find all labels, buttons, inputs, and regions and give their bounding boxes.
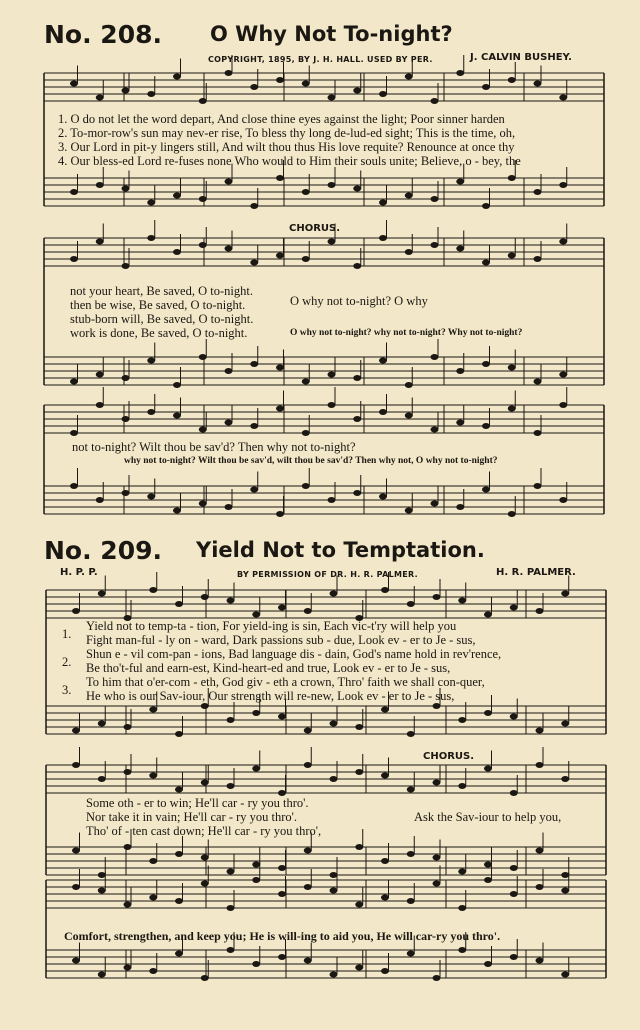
hymn208-sys3-bass-note	[534, 483, 542, 489]
hymn208-sys2-bass-note	[147, 358, 155, 364]
hymn209-sys1-bass-note	[201, 703, 209, 709]
hymn209-sys2-treble-note	[72, 762, 80, 768]
hymn208-sys1-bass-note	[379, 200, 387, 206]
hymn209-sys2-bass-note	[561, 872, 569, 878]
hymn208-sys2-treble-note	[534, 256, 542, 262]
hymn209-sys2-treble-note	[98, 776, 106, 782]
hymn208-sys3-bass-note	[379, 494, 387, 500]
hymn208-sys1-treble-note	[405, 74, 413, 80]
hymn208-sys3-treble-note	[534, 430, 542, 436]
hymn208-sys1-treble-note	[379, 91, 387, 97]
hymn208-sys3-bass-note	[456, 504, 464, 510]
hymn208-sys3-treble-note	[96, 402, 104, 408]
hymn208-sys1-treble-note	[225, 70, 233, 76]
hymn209-sys1-treble-note	[98, 591, 106, 597]
hymn209-sys3-bass-note	[355, 965, 363, 971]
hymn208-sys2-bass-note	[431, 354, 439, 360]
hymn208-sys1-bass-note	[225, 179, 233, 185]
hymn208-sys1-bass-note	[122, 186, 130, 192]
hymn208-sys3-bass-note	[431, 501, 439, 507]
hymn208-sys1-bass-note	[173, 193, 181, 199]
hymn208-sys3-bass-note	[70, 483, 78, 489]
hymn209-sys2-bass-note	[175, 851, 183, 857]
hymn208-sys1-bass-note	[250, 203, 258, 209]
hymn209-sys1-treble-note	[72, 608, 80, 614]
hymn208-sys2-treble-note	[96, 239, 104, 245]
hymn209-sys3-treble-note	[433, 881, 441, 887]
hymn209-sys2-treble-note	[201, 780, 209, 786]
hymn208-sys3-bass-note	[250, 487, 258, 493]
hymn-208-verse-end-4: work is done, Be saved, O to-night.	[70, 326, 248, 340]
hymn209-sys1-bass-note	[561, 721, 569, 727]
hymn208-sys1-bass-note	[456, 179, 464, 185]
hymn208-sys3-treble-note	[431, 427, 439, 433]
hymn209-sys3-treble-note	[72, 884, 80, 890]
hymn208-sys3-treble-note	[122, 416, 130, 422]
hymn209-sys1-bass-note	[510, 714, 518, 720]
hymn-208-chorus-line-1: O why not to-night? O why	[290, 294, 428, 308]
hymn209-sys3-treble-note	[175, 898, 183, 904]
hymn209-sys3-bass-note	[381, 968, 389, 974]
hymn208-sys3-treble-note	[70, 430, 78, 436]
hymn209-sys3-treble-note	[536, 884, 544, 890]
hymn208-sys1-bass-note	[431, 196, 439, 202]
hymn208-sys3-treble-note	[302, 430, 310, 436]
hymn209-sys2-bass-note	[484, 862, 492, 868]
hymn209-sys2-bass-note	[433, 855, 441, 861]
hymn209-sys2-bass-note	[536, 848, 544, 854]
hymn209-sys2-treble-note	[433, 780, 441, 786]
hymn209-sys3-bass-note	[561, 972, 569, 978]
hymn209-sys2-bass-note	[407, 851, 415, 857]
hymn208-sys1-bass-note	[482, 203, 490, 209]
hymn208-sys1-treble-note	[559, 95, 567, 101]
hymn209-sys3-bass-note	[98, 972, 106, 978]
hymn209-sys3-treble-note	[252, 877, 260, 883]
hymn208-sys2-bass-note	[199, 354, 207, 360]
hymn-209-permission: BY PERMISSION OF DR. H. R. PALMER.	[237, 570, 418, 579]
hymn208-sys2-bass-note	[70, 379, 78, 385]
hymn208-sys3-treble-note	[147, 409, 155, 415]
hymn208-sys2-bass-note	[302, 379, 310, 385]
hymn209-sys1-treble-note	[407, 601, 415, 607]
hymn208-sys1-treble-note	[276, 77, 284, 83]
hymn209-sys2-treble-note	[227, 783, 235, 789]
hymn208-sys3-treble-note	[250, 423, 258, 429]
hymn-209-verse-number-3: 3.	[62, 683, 72, 697]
hymn208-sys2-treble-note	[147, 235, 155, 241]
hymn209-sys3-treble-note	[149, 895, 157, 901]
hymn209-sys1-treble-note	[278, 605, 286, 611]
hymn208-sys1-treble-note	[70, 81, 78, 87]
hymn208-sys2-bass-note	[122, 375, 130, 381]
hymn209-sys3-treble-note	[98, 888, 106, 894]
hymn208-sys1-treble-note	[173, 74, 181, 80]
hymn209-sys1-treble-note	[561, 591, 569, 597]
hymn209-sys2-treble-note	[124, 769, 132, 775]
hymn-208-chorus-line-2-echo: why not to-night? Wilt thou be sav'd, wilt thou be sav'd? Then why not, O why not to-night?	[124, 456, 498, 466]
hymn209-sys3-treble-note	[227, 905, 235, 911]
hymn-209-verse-end-3: Tho' of - ten cast down; He'll car - ry you thro',	[86, 824, 322, 838]
hymn208-sys1-treble-note	[508, 77, 516, 83]
hymn-209-chorus-start: Ask the Sav-iour to help you,	[414, 810, 562, 824]
hymn-208-composer: J. CALVIN BUSHEY.	[470, 52, 572, 63]
hymn208-sys3-treble-note	[225, 420, 233, 426]
hymn208-sys2-bass-note	[456, 368, 464, 374]
hymn-209-verse-2a: Shun e - vil com-pan - ions, Bad language dis - dain, God's name hold in rev'rence,	[86, 647, 502, 661]
hymn208-sys2-treble-note	[122, 263, 130, 269]
hymn208-sys1-treble-note	[147, 91, 155, 97]
hymn209-sys3-treble-note	[124, 902, 132, 908]
hymn208-sys2-treble-note	[431, 242, 439, 248]
hymn209-sys2-bass-note	[278, 865, 286, 871]
hymn-208-verse-1: 1. O do not let the word depart, And close thine eyes against the light; Poor sinner harden	[58, 112, 505, 126]
hymn208-sys1-treble-note	[353, 88, 361, 94]
hymn209-sys1-bass-note	[227, 717, 235, 723]
hymn208-sys1-bass-note	[353, 186, 361, 192]
hymn208-sys2-bass-note	[559, 372, 567, 378]
hymn209-sys1-treble-note	[175, 601, 183, 607]
hymn209-sys3-bass-note	[149, 968, 157, 974]
hymn209-sys2-bass-note	[330, 872, 338, 878]
hymn209-sys2-bass-note	[355, 844, 363, 850]
hymn208-sys1-treble-note	[328, 95, 336, 101]
hymn208-sys2-bass-note	[96, 372, 104, 378]
hymn209-sys1-bass-note	[484, 710, 492, 716]
hymn208-sys2-bass-note	[534, 379, 542, 385]
hymn-209-verse-3a: To him that o'er-com - eth, God giv - eth a crown, Thro' faith we shall con-quer,	[86, 675, 485, 689]
hymn208-sys1-treble-note	[302, 81, 310, 87]
hymn209-sys1-treble-note	[458, 598, 466, 604]
hymn-209-verse-2b: Be tho't-ful and earn-est, Kind-heart-ed and true, Look ev - er to Je - sus,	[86, 661, 451, 675]
hymn209-sys2-bass-note	[124, 844, 132, 850]
hymn209-sys3-treble-note	[407, 898, 415, 904]
hymn209-sys2-treble-note	[175, 787, 183, 793]
hymn209-sys2-bass-note	[510, 865, 518, 871]
hymn208-sys2-treble-note	[199, 242, 207, 248]
hymn209-sys1-treble-note	[149, 587, 157, 593]
hymn208-sys3-bass-note	[96, 497, 104, 503]
hymn-209-verse-1a: Yield not to temp-ta - tion, For yield-ing is sin, Each vic-t'ry will help you	[86, 619, 457, 633]
hymn208-sys1-treble-note	[456, 70, 464, 76]
hymn-208-chorus-line-2: not to-night? Wilt thou be sav'd? Then why not to-night?	[72, 440, 356, 454]
hymn209-sys1-treble-note	[536, 608, 544, 614]
hymn208-sys1-bass-note	[199, 196, 207, 202]
hymn-209-verse-number-2: 2.	[62, 655, 72, 669]
hymn209-sys1-bass-note	[304, 728, 312, 734]
hymn208-sys2-treble-note	[456, 246, 464, 252]
hymn209-sys1-bass-note	[72, 728, 80, 734]
hymn209-sys2-treble-note	[355, 769, 363, 775]
hymn208-sys2-treble-note	[302, 256, 310, 262]
hymn209-sys3-treble-note	[458, 905, 466, 911]
hymn208-sys3-treble-note	[508, 406, 516, 412]
hymn209-sys2-treble-note	[381, 773, 389, 779]
hymn209-sys2-treble-note	[561, 776, 569, 782]
hymn209-sys3-bass-note	[278, 954, 286, 960]
hymn-208-verse-3: 3. Our Lord in pit-y lingers still, And wilt thou thus His love requite? Renounce at once thy	[58, 140, 515, 154]
hymn208-sys2-bass-note	[250, 361, 258, 367]
hymn209-sys1-treble-note	[304, 608, 312, 614]
hymn208-sys2-bass-note	[328, 372, 336, 378]
hymn209-sys2-treble-note	[252, 766, 260, 772]
hymn208-sys2-bass-note	[276, 365, 284, 371]
hymn209-sys2-bass-note	[252, 862, 260, 868]
hymn208-sys2-treble-note	[405, 249, 413, 255]
hymn209-sys3-treble-note	[304, 884, 312, 890]
hymn208-sys1-treble-note	[96, 95, 104, 101]
hymn209-sys3-bass-note	[175, 951, 183, 957]
hymn208-sys1-bass-note	[302, 189, 310, 195]
hymn209-sys3-bass-note	[484, 961, 492, 967]
hymn-209-chorus-line: Comfort, strengthen, and keep you; He is will-ing to aid you, He will car-ry you thro'.	[64, 929, 501, 943]
hymn209-sys1-bass-note	[407, 731, 415, 737]
hymn208-sys2-treble-note	[559, 239, 567, 245]
hymn209-sys3-treble-note	[330, 888, 338, 894]
hymn209-sys3-treble-note	[561, 888, 569, 894]
hymn209-sys1-bass-note	[458, 717, 466, 723]
hymn208-sys1-treble-note	[534, 81, 542, 87]
hymn209-sys1-bass-note	[330, 721, 338, 727]
hymn209-sys3-treble-note	[510, 891, 518, 897]
hymn209-sys2-treble-note	[458, 783, 466, 789]
hymn208-sys2-treble-note	[276, 253, 284, 259]
hymn-208-verse-end-3: stub-born will, Be saved, O to-night.	[70, 312, 254, 326]
hymn209-sys1-bass-note	[252, 710, 260, 716]
hymn-209-verse-3b: He who is our Sav-iour, Our strength will re-new, Look ev - er to Je - sus,	[86, 689, 455, 703]
hymn-208-chorus-label: CHORUS.	[289, 223, 341, 234]
hymn-209-verse-1b: Fight man-ful - ly on - ward, Dark passions sub - due, Look ev - er to Je - sus,	[86, 633, 476, 647]
hymn209-sys3-treble-note	[381, 895, 389, 901]
hymn208-sys1-bass-note	[328, 182, 336, 188]
hymn208-sys1-bass-note	[147, 200, 155, 206]
hymn208-sys3-bass-note	[173, 508, 181, 514]
hymn209-sys3-bass-note	[304, 958, 312, 964]
hymn208-sys3-treble-note	[328, 402, 336, 408]
hymn208-sys2-bass-note	[405, 382, 413, 388]
hymn208-sys3-bass-note	[559, 497, 567, 503]
hymn208-sys3-treble-note	[405, 413, 413, 419]
hymn-209-number: No. 209.	[44, 536, 162, 565]
hymn209-sys2-treble-note	[407, 787, 415, 793]
hymn-209-arranger: H. P. P.	[60, 567, 98, 578]
hymn209-sys1-bass-note	[381, 707, 389, 713]
hymn-209-composer: H. R. PALMER.	[496, 567, 576, 578]
hymn-209-verse-number-1: 1.	[62, 627, 72, 641]
hymn209-sys1-bass-note	[175, 731, 183, 737]
hymn208-sys3-treble-note	[199, 427, 207, 433]
hymn209-sys3-bass-note	[433, 975, 441, 981]
hymn208-sys2-treble-note	[508, 253, 516, 259]
hymn209-sys2-bass-note	[98, 872, 106, 878]
hymn-209-verse-end-2: Nor take it in vain; He'll car - ry you thro'.	[86, 810, 298, 824]
hymn208-sys3-treble-note	[173, 413, 181, 419]
hymn208-sys1-treble-note	[199, 98, 207, 104]
hymn208-sys1-bass-note	[96, 182, 104, 188]
hymn208-sys3-bass-note	[225, 504, 233, 510]
hymn208-sys3-bass-note	[276, 511, 284, 517]
hymn208-sys3-bass-note	[328, 497, 336, 503]
hymn208-sys2-treble-note	[70, 256, 78, 262]
hymn208-sys3-bass-note	[508, 511, 516, 517]
hymn209-sys3-bass-note	[330, 972, 338, 978]
hymn209-sys1-treble-note	[510, 605, 518, 611]
hymn208-sys2-bass-note	[173, 382, 181, 388]
hymn209-sys2-bass-note	[304, 848, 312, 854]
hymn209-sys1-bass-note	[536, 728, 544, 734]
hymn209-sys2-bass-note	[201, 855, 209, 861]
hymn-208-chorus-line-1-echo: O why not to-night? why not to-night? Why not to-night?	[290, 328, 523, 338]
hymn-208-verse-end-1: not your heart, Be saved, O to-night.	[70, 284, 253, 298]
hymn209-sys2-bass-note	[72, 848, 80, 854]
hymn209-sys3-bass-note	[124, 965, 132, 971]
hymn208-sys1-treble-note	[482, 84, 490, 90]
hymn209-sys3-bass-note	[227, 947, 235, 953]
hymn208-sys1-bass-note	[508, 175, 516, 181]
hymn208-sys3-bass-note	[482, 487, 490, 493]
hymn208-sys2-treble-note	[353, 263, 361, 269]
hymn208-sys2-bass-note	[225, 368, 233, 374]
hymn208-sys3-treble-note	[379, 409, 387, 415]
hymn208-sys1-treble-note	[250, 84, 258, 90]
hymn209-sys1-treble-note	[484, 612, 492, 618]
hymn209-sys1-treble-note	[252, 612, 260, 618]
hymn209-sys3-treble-note	[201, 881, 209, 887]
hymn209-sys3-bass-note	[458, 947, 466, 953]
hymn-208-verse-2: 2. To-mor-row's sun may nev-er rise, To bless thy long de-lud-ed sight; This is the time, oh,	[58, 126, 516, 140]
hymn208-sys2-treble-note	[173, 249, 181, 255]
hymn208-sys3-bass-note	[199, 501, 207, 507]
hymn209-sys2-treble-note	[149, 773, 157, 779]
hymn209-sys2-bass-note	[381, 858, 389, 864]
hymn-208-verse-end-2: then be wise, Be saved, O to-night.	[70, 298, 246, 312]
hymn209-sys1-treble-note	[381, 587, 389, 593]
hymn209-sys3-bass-note	[536, 958, 544, 964]
hymn-208-title: O Why Not To-night?	[210, 22, 453, 46]
hymn208-sys1-bass-note	[534, 189, 542, 195]
hymn209-sys3-bass-note	[201, 975, 209, 981]
hymn208-sys3-treble-note	[353, 416, 361, 422]
hymn208-sys1-bass-note	[70, 189, 78, 195]
hymn208-sys1-bass-note	[405, 193, 413, 199]
hymn209-sys1-treble-note	[227, 598, 235, 604]
hymn208-sys2-treble-note	[250, 260, 258, 266]
hymn209-sys3-bass-note	[252, 961, 260, 967]
hymn209-sys1-treble-note	[201, 594, 209, 600]
hymn208-sys3-bass-note	[405, 508, 413, 514]
hymn208-sys3-treble-note	[456, 420, 464, 426]
hymn209-sys2-treble-note	[484, 766, 492, 772]
hymn209-sys2-bass-note	[458, 869, 466, 875]
hymn208-sys1-treble-note	[122, 88, 130, 94]
hymn209-sys2-treble-note	[510, 790, 518, 796]
hymn-208-copyright: COPYRIGHT, 1895, BY J. H. HALL. USED BY PER.	[208, 55, 433, 64]
hymn209-sys2-treble-note	[330, 776, 338, 782]
hymn209-sys2-treble-note	[536, 762, 544, 768]
hymn209-sys1-bass-note	[124, 724, 132, 730]
hymn208-sys2-treble-note	[225, 246, 233, 252]
hymn209-sys3-bass-note	[510, 954, 518, 960]
hymn208-sys1-treble-note	[431, 98, 439, 104]
hymn209-sys2-bass-note	[149, 858, 157, 864]
hymn209-sys3-bass-note	[72, 958, 80, 964]
hymn209-sys1-treble-note	[330, 591, 338, 597]
hymn208-sys1-bass-note	[559, 182, 567, 188]
hymn209-sys1-bass-note	[278, 714, 286, 720]
hymn209-sys3-bass-note	[407, 951, 415, 957]
hymn-209-verse-end-1: Some oth - er to win; He'll car - ry you thro'.	[86, 796, 309, 810]
hymn208-sys3-treble-note	[559, 402, 567, 408]
hymn209-sys2-bass-note	[227, 869, 235, 875]
hymn-209-title: Yield Not to Temptation.	[196, 538, 485, 562]
hymn209-sys1-bass-note	[98, 721, 106, 727]
hymn-209-chorus-label: CHORUS.	[423, 751, 475, 762]
hymn209-sys1-treble-note	[433, 594, 441, 600]
hymn209-sys2-treble-note	[304, 762, 312, 768]
hymn208-sys1-bass-note	[276, 175, 284, 181]
hymn208-sys2-treble-note	[482, 260, 490, 266]
hymn208-sys3-bass-note	[353, 490, 361, 496]
hymn208-sys3-bass-note	[302, 483, 310, 489]
hymn208-sys3-bass-note	[147, 494, 155, 500]
hymn208-sys2-bass-note	[508, 365, 516, 371]
hymn208-sys3-treble-note	[482, 423, 490, 429]
hymn209-sys1-bass-note	[355, 724, 363, 730]
hymn208-sys2-bass-note	[353, 375, 361, 381]
hymn-208-number: No. 208.	[44, 20, 162, 49]
hymn209-sys3-treble-note	[484, 877, 492, 883]
hymn208-sys2-treble-note	[379, 235, 387, 241]
hymn209-sys1-bass-note	[149, 707, 157, 713]
hymn208-sys2-bass-note	[379, 358, 387, 364]
hymn208-sys3-bass-note	[122, 490, 130, 496]
hymn208-sys3-treble-note	[276, 406, 284, 412]
hymn209-sys3-treble-note	[278, 891, 286, 897]
hymn208-sys2-bass-note	[482, 361, 490, 367]
hymn209-sys1-bass-note	[433, 703, 441, 709]
hymn-208-verse-4: 4. Our bless-ed Lord re-fuses none Who would to Him their souls unite; Believe, o - bey, the	[58, 154, 521, 168]
hymn209-sys3-treble-note	[355, 902, 363, 908]
hymn208-sys2-treble-note	[328, 239, 336, 245]
